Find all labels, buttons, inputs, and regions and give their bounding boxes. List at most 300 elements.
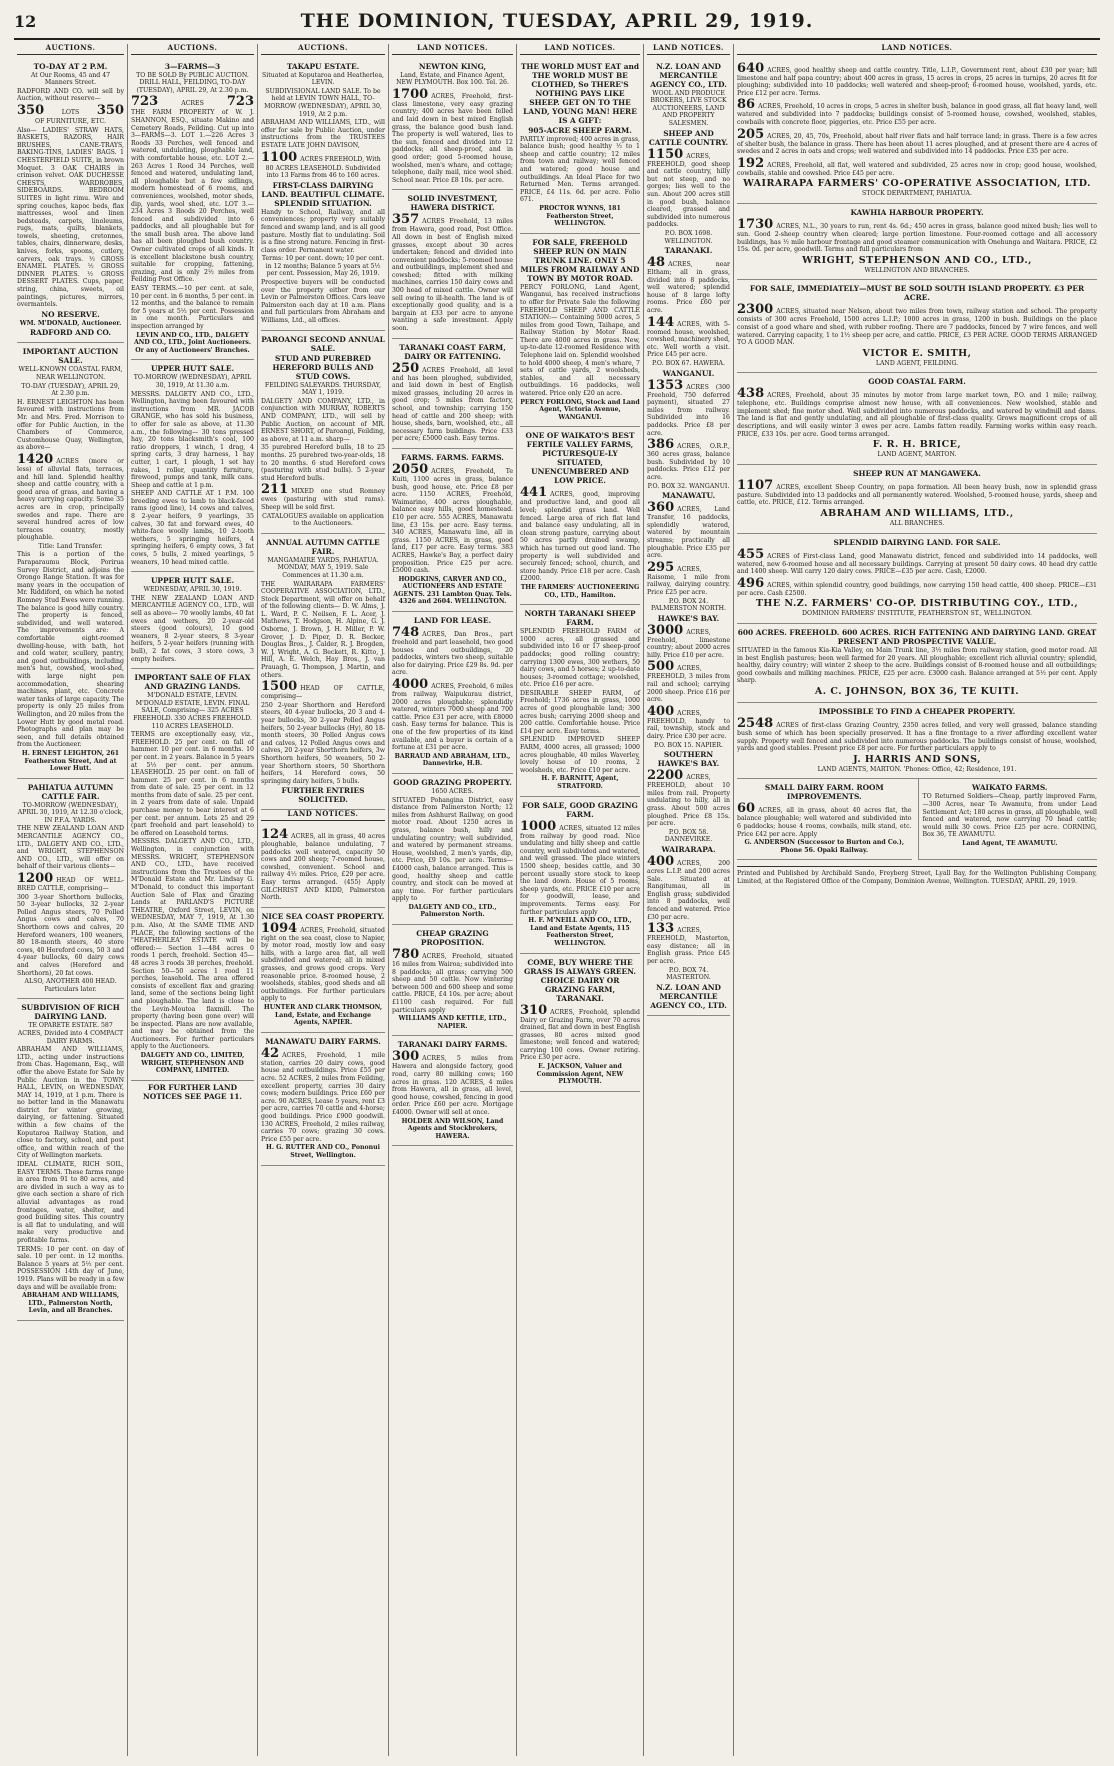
column-heading: AUCTIONS. bbox=[17, 44, 124, 55]
acres-number: 400 bbox=[647, 853, 675, 869]
head-count-number: 1500 bbox=[261, 679, 298, 695]
acres-row bbox=[647, 705, 730, 741]
main-trunk-sheep-run-ad bbox=[520, 234, 640, 428]
ad-signature: THE FARMERS' AUCTIONEERING CO., LTD., Hamilton. bbox=[520, 583, 640, 599]
acres-number: 748 bbox=[392, 625, 420, 641]
acres-number: 496 bbox=[737, 575, 765, 591]
ad-heading: WAIKATO FARMS. bbox=[972, 783, 1048, 793]
ad-time: TO-MORROW (WEDNESDAY), APRIL 30, 1919, At 12.30 o'clock, IN P.F.A. YARDS. bbox=[17, 801, 124, 824]
ad-signature: ABRAHAM AND WILLIAMS, LTD., Palmerston North, Levin, and all Branches. bbox=[21, 1292, 120, 1315]
ad-heading: 600 ACRES. FREEHOLD. 600 ACRES. RICH FATTENING AND DAIRYING LAND. GREAT PRESENT AND PROSPECTIVE VALUE. bbox=[737, 628, 1097, 646]
ad-time: WEDNESDAY, APRIL 30, 1919. bbox=[143, 586, 242, 594]
acres-number: 2200 bbox=[647, 768, 684, 784]
head-count-text: HEAD OF CATTLE, comprising— bbox=[261, 685, 385, 701]
three-farms-ad bbox=[131, 58, 254, 361]
acres-row bbox=[737, 479, 1097, 507]
column-1 bbox=[14, 44, 127, 1756]
acres-number: 1000 bbox=[520, 818, 557, 834]
ad-signature: H. G. RUTTER AND CO., Pononui Street, Wellington. bbox=[265, 1144, 381, 1159]
acres-row bbox=[392, 463, 513, 575]
ad-heading: MANAWATU DAIRY FARMS. bbox=[265, 1036, 381, 1046]
acres-row bbox=[647, 148, 730, 229]
south-island-property-ad bbox=[737, 280, 1097, 373]
ad-body: SITUATED in the famous Kia-Kia Valley, on Main Trunk line, 3½ miles from railway station, good motor road. All in best English pastures; been well farmed for 20 years. All ploughable; excellent rich alluvial country; splendid, healthy, dairy country; will winter 2 sheep to the acre. Buildings consist of 8-roomed house and all outbuildings; good cowbails and milking machines. PRICE, £25 per acre. £3000 cash. Balance arranged at 5½ per cent. Apply sharp. bbox=[737, 647, 1097, 685]
acres-number: 640 bbox=[737, 60, 765, 76]
acres-number: 1420 bbox=[17, 451, 54, 467]
manawatu-dairy-farms-ad bbox=[261, 1033, 385, 1166]
ad-signature: BARRAUD AND ABRAHAM, LTD., Dannevirke, H.B. bbox=[394, 752, 511, 768]
dairying-subdivision-ad bbox=[17, 999, 124, 1321]
ad-subsignature: WELLINGTON AND BRANCHES. bbox=[864, 266, 970, 274]
flax-grazing-sale-ad bbox=[131, 669, 254, 1081]
mangaweka-sheep-run-ad bbox=[737, 465, 1097, 534]
ad-time: TO-DAY (TUESDAY), APRIL 29, At 2.30 p.m. bbox=[21, 382, 120, 398]
ewes-row bbox=[261, 483, 385, 511]
ad-signature: H. F. M'NEILL AND CO., LTD., Land and Estate Agents, 115 Featherston Street, WELLINGTON. bbox=[528, 917, 632, 947]
small-dairy-farm-ad bbox=[737, 779, 912, 860]
acres-row bbox=[737, 577, 1097, 598]
acres-number: 438 bbox=[737, 386, 765, 402]
ad-body: SITUATED Pohangina District, easy distance from Palmerston North; 12 miles from Ashhurst Railway, on good motor road. About 1250 acres in grass, balance bush, hilly and undulating country; well subdivided, and watered by permanent streams. House, woolshed, 2 men's yards, dip, etc. Price, £9 10s. per acre. Terms—£4000 cash, balance arranged. This is good, healthy sheep and cattle country, and stock can be moved at any time. For further particulars apply to bbox=[392, 796, 513, 903]
ad-signature: H. F. BARNITT, Agent, STRATFORD. bbox=[541, 775, 619, 790]
ad-subsignature: DOMINION FARMERS' INSTITUTE, FEATHERSTON ST., WELLINGTON. bbox=[802, 610, 1032, 618]
ad-signature: Land Agent, TE AWAMUTU. bbox=[962, 839, 1058, 847]
acres-number: 60 bbox=[737, 801, 756, 817]
ad-time: TO-MORROW (WEDNESDAY), APRIL 30, 1919, At 11.30 a.m. bbox=[133, 374, 252, 389]
ad-signature: ABRAHAM AND WILLIAMS, LTD., bbox=[820, 508, 1014, 520]
po-box: P.O. BOX 32. WANGANUI. bbox=[647, 482, 730, 490]
acres-text: ACRES, Raisome, 1 mile from railway, dairying country. Price £25 per acre. bbox=[647, 565, 730, 596]
ad-heading: SMALL DAIRY FARM. ROOM IMPROVEMENTS. bbox=[764, 783, 884, 802]
ad-signature: HODGKINS, CARVER AND CO., AUCTIONEERS AND ESTATE AGENTS. 231 Lambton Quay. Tels. 4326 and 2604. WELLINGTON. bbox=[393, 575, 512, 606]
acres-row bbox=[737, 157, 1097, 178]
acres-row bbox=[392, 948, 513, 1014]
acres-text: ACRES, 200 acres L.I.P. and 200 acres Sale. Situated at Rangitumau, all in English grass; subdivided into 8 paddocks, well fenced and watered. Price £30 per acre. bbox=[647, 859, 730, 921]
kawhia-harbour-ad bbox=[737, 204, 1097, 280]
acres-text: ACRES, Freehold, situated right on the sea coast, close to Napier, by motor road, mostly low and easy hills, with a large area flat, all well subdivided and watered; all in mixed grasses, and grows good crops. Very reasonable price. 8-roomed house, 2 woolsheds, stables, good sheds and all outbuildings. For further particulars apply to bbox=[261, 926, 385, 1003]
section-southern-hawkes-bay: SOUTHERN HAWKE'S BAY. bbox=[657, 750, 720, 769]
ad-address: At Our Rooms, 45 and 47 Manners Street. bbox=[30, 71, 111, 87]
printer-imprint: Printed and Published by Archibald Sando, Freyberg Street, Lyall Bay, for the Wellington Publishing Company, Limited, at the Registered Office of the Company, Dominion Avenue, Wellington. TUESDAY, APRIL 29, 1919. bbox=[737, 866, 1097, 885]
ad-heading: SPLENDID DAIRYING LAND. FOR SALE. bbox=[833, 537, 1001, 547]
acres-row bbox=[392, 362, 513, 443]
acres-number: 300 bbox=[392, 1049, 420, 1065]
bottom-ads-row bbox=[737, 779, 1097, 860]
acres-number: 2548 bbox=[737, 715, 774, 731]
acres-row bbox=[392, 626, 513, 677]
ad-subsignature: LAND AGENT, FEILDING. bbox=[875, 359, 959, 367]
ad-list: 250 2-year Shorthorn and Hereford steers, 40 4-year bullocks, 20 3 and 4-year bullocks, 30 2-year Polled Angus heifers, 50 2-year bullocks (Hy), 80 18-month steers, 30 Polled Angus cows and calves, 12 Polled Angus cows and calves, 20 2-year Shorthorn heifers, 3w Shorthorn heifers, 50 weaners, 50 2-year Shorthorn steers, 50 Shorthorn heifers, 14 Hereford cows, 50 springing dairy heifers, 5 bulls. bbox=[261, 701, 385, 785]
acres-row bbox=[737, 802, 912, 838]
column-5 bbox=[516, 44, 643, 1756]
ad-signature: N.Z. LOAN AND MERCANTILE AGENCY CO., LTD. bbox=[650, 982, 727, 1010]
acres-number: 192 bbox=[737, 155, 765, 171]
ad-note: Prospective buyers will be conducted over the property either from our Levin or Palmerston Offices. Cars leave Palmerston each day at 10 a.m. Plans and full particulars from Abraham and Williams, Ltd., all offices. bbox=[261, 279, 385, 325]
ad-signature: G. ANDERSON (Successor to Burton and Co.), Phone 56. Opaki Railway. bbox=[744, 839, 905, 854]
ad-body: THE WAIRARAPA FARMERS' COOPERATIVE ASSOCIATION, LTD., Stock Department, will offer on behalf of the following clients— D. W. Alms, J. L. Ward, P. C. Neilsen, F. L. Acer, J. Mathews, T. Hodgson, H. Alpine, G. J. Osborne, J. Brown, J. H. Miller, P. W. Grover, J. D. Piper, D. R. Becker, Douglas Bros., J. Calder, R. J. Brogden, W. J. Wright, A. G. Beckett, R. Kitto, J. Hill, A. E. Welch, Hay Bros., J. van Prauagh, G. Thompson, J. Martin, and others. bbox=[261, 580, 385, 679]
acres-row bbox=[647, 256, 730, 315]
ad-heading: FOR SALE, IMMEDIATELY—MUST BE SOLD SOUTH ISLAND PROPERTY. £3 PER ACRE. bbox=[749, 284, 1085, 303]
ad-heading: SUBDIVISION OF RICH DAIRYING LAND. bbox=[21, 1003, 120, 1022]
grass-farm-ad bbox=[261, 824, 385, 908]
column-heading: LAND NOTICES. bbox=[647, 44, 730, 55]
po-box: P.O. BOX 58. DANNEVIRKE. bbox=[664, 828, 713, 844]
ad-body: MESSRS. DALGETY AND CO., LTD., Wellington, in conjunction with MESSRS. WRIGHT, STEPHENSON AND CO., LTD., have received instructions from the Trustees of the M'Donald Estate and Mr. Lindsay G. M'Donald, to conduct this important Auction Sale of Flax and Grazing Lands at PARLAND'S PICTURE THEATRE, Oxford Street, LEVIN, on WEDNESDAY, MAY 7, 1919, At 1.30 p.m. Also, At the SAME TIME AND PLACE, the following sections of the "HEATHERLEA" ESTATE will be offered:— Section 1—484 acres 0 roods 1 perch, freehold. Section 45—48 acres 3 roods 38 perches, freehold. Section 50—50 acres 1 rood 11 perches, leasehold. The area offered consists of excellent flax and grazing land, some of the sections being light and ploughable. The land is close to the Levin-Moutoa flaxmill. The property (having been gone over) will be inspected. Plans are now available, and may be obtained from the Auctioneers. For further particulars apply to the Auctioneers. bbox=[131, 838, 254, 1051]
taranaki-dairy-farms-ad bbox=[392, 1036, 513, 1146]
ad-heading: KAWHIA HARBOUR PROPERTY. bbox=[850, 207, 984, 217]
ad-heading: TARANAKI DAIRY FARMS. bbox=[397, 1040, 508, 1050]
ewes-text: MIXED one stud Romney ewes (pasturing with stud rams). Sheep will be sold first. bbox=[261, 488, 385, 511]
hawera-investment-ad bbox=[392, 190, 513, 338]
paroangi-sale-ad bbox=[261, 331, 385, 534]
po-box: P.O. BOX 24. PALMERSTON NORTH. bbox=[650, 597, 727, 613]
acres-text: ACRES, FREEHOLD, about 10 miles from rail. Property undulating to hilly, all in grass. About 500 acres ploughed. Price £8 15s. per acre. bbox=[647, 774, 730, 828]
ad-body: THE NEW ZEALAND LOAN AND MERCANTILE AGENCY CO., LTD., DALGETY AND CO., LTD., and WRIGHT, STEPHENSON AND CO., LTD., will offer on behalf of their various clients— bbox=[17, 825, 124, 871]
ad-body: PERCY FORLONG, Land Agent, Wanganui, has received instructions to offer for Private Sale the following FREEHOLD SHEEP AND CATTLE STATION:— Containing 5000 acres, 5 miles from good Town, Taihape, and Railway Station by Motor Road. There are 4000 acres in grass. New, up-to-date 12-roomed Residence with Telephone laid on. Splendid woolshed to hold 4000 sheep, 4 men's whare, 7 sets of cattle yards, 2 woolsheds, stables, and all necessary outbuildings. 16 paddocks, well watered. Price only £20 an acre. bbox=[520, 283, 640, 398]
section-manawatu: MANAWATU. bbox=[661, 491, 716, 501]
section-hawkes-bay: HAWKE'S BAY. bbox=[657, 613, 720, 623]
ad-terms: EASY TERMS.—10 per cent. at sale, 10 per cent. in 6 months, 5 per cent. in 12 months, and the balance to remain for 5 years at 5½ per cent. Possession in one month. Particulars and inspection arranged by bbox=[131, 285, 254, 330]
acres-number: 42 bbox=[261, 1045, 280, 1061]
ad-climate: FIRST-CLASS DAIRYING LAND. BEAUTIFUL CLIMATE. SPLENDID SITUATION. bbox=[261, 180, 385, 208]
ad-heading: NICE SEA COAST PROPERTY. bbox=[261, 911, 385, 921]
ad-items: Also— LADIES' STRAW HATS, BASKETS, RAZORS, HAIR BRUSHES, CANE-TRAYS, BAKING-TINS, LADIES' BAGS. 1 CHESTERFIELD SUITE, in brown Moquet. 3 OAK CHAIRS in crimson velvet. OAK DUCHESSE CHESTS, WARDROBES, SIDEBOARDS. BEDROOM SUITES in light rimu. Wire and spring couches, kapoc beds, flax mattresses, wool and linen bedsteads, carpets, linoleums, rugs, mats, quilts, blankets, towels, sheeting, cretonnes, tables, chairs, dinnerware, desks, knives, forks, spoons, cutlery, carvers, oak trays. ½ GROSS ENAMEL PLATES. ½ GROSS DINNER PLATES. ½ GROSS DESSERT PLATES. Cups, paper, string, china, sweets, oil paintings, pictures, mirrors, overmantels. bbox=[17, 126, 124, 309]
acres-row bbox=[737, 218, 1097, 254]
ad-signature: PERCY FORLONG, Stock and Land Agent, Victoria Avenue, WANGANUI. bbox=[520, 398, 640, 421]
ad-subhead: TO BE SOLD By PUBLIC AUCTION. DRILL HALL, FEILDING, TO-DAY (TUESDAY), APRIL 29, At 2.30 p.m. bbox=[136, 71, 249, 94]
column-7 bbox=[733, 44, 1100, 1756]
ad-heading: SOLID INVESTMENT, HAWERA DISTRICT. bbox=[407, 194, 498, 213]
mangamaire-cattle-fair-ad bbox=[261, 534, 385, 811]
acres-text: ACRES, within splendid country, good buildings, now carrying 150 head cattle, 400 sheep. PRICE—£31 per acre. Cash £2500. bbox=[737, 581, 1097, 597]
ad-heading: ONE OF WAIKATO'S BEST FERTILE VALLEY FARMS, PICTURESQUE-LY SITUATED, UNENCUMBERED AND LOW PRICE. bbox=[525, 431, 635, 486]
acres-row bbox=[520, 1004, 640, 1063]
upper-hutt-sale-2-ad bbox=[131, 572, 254, 669]
acres-text: ACRES, Freehold, limestone country; about 2000 acres hilly. Price £10 per acre. bbox=[647, 628, 730, 659]
pahiatua-cattle-fair-ad bbox=[17, 779, 124, 1000]
acres-text: ACRES, O.R.P., 360 acres grass, balance bush. Subdivided by 10 paddocks. Price £12 per acre. bbox=[647, 443, 730, 481]
acres-row-2 bbox=[392, 678, 513, 752]
acres-number: 386 bbox=[647, 437, 675, 453]
acres-row bbox=[647, 561, 730, 597]
lots-row bbox=[17, 104, 124, 117]
acres-text: ACRES, FREEHOLD, good sheep and cattle country, hilly but not steep, and no gorges; lies well to the sun. About 200 acres still in good bush, balance cleared, grassed and subdivided into numerous paddocks. bbox=[647, 152, 730, 229]
taranaki-coast-farm-ad bbox=[392, 339, 513, 449]
ad-subhead: Land, Estate, and Finance Agent, NEW PLYMOUTH. Box 100. Tel. 26. bbox=[396, 71, 509, 87]
ad-heading: GOOD GRAZING PROPERTY. bbox=[393, 777, 512, 787]
acres-number: 1150 bbox=[647, 146, 684, 162]
ad-signature: H. ERNEST LEIGHTON, 261 Featherston Street, And at Lower Hutt. bbox=[21, 749, 120, 773]
acres-number: 124 bbox=[261, 826, 289, 842]
cheaper-property-ad bbox=[737, 703, 1097, 779]
acres-number: 133 bbox=[647, 921, 675, 937]
acres-text: ACRES, situated 12 miles from railway by good road. Nice undulating and hilly sheep and cattle country, well subdivided and watered, and well grassed. The place winters 1500 sheep, besides cattle, and 30 percent usually store stock to keep the land down. House of 5 rooms, sheep yards, etc. PRICE £10 per acre for goodwill, lease, and improvements. Terms easy. For further particulars apply bbox=[520, 824, 640, 916]
acres-text: ACRES of First-class Land, good Manawatu district, fenced and subdivided into 14 paddocks, well watered, new 6-roomed house and all necessary buildings. Carrying at present 50 dairy cows. 40 head dry cattle and 1400 sheep. Will carry 120 dairy cows. PRICE—£35 per acre. Cash, £2000. bbox=[737, 552, 1097, 576]
newspaper-title: THE DOMINION, TUESDAY, APRIL 29, 1919. bbox=[300, 10, 814, 32]
further-notices-footer: FOR FURTHER LAND NOTICES SEE PAGE 11. bbox=[143, 1082, 242, 1101]
acres-text: ACRES, Dan Bros., part freehold and part leasehold, two good houses and outbuildings, 20 paddocks, winters two sheep, suitable also for dairying. Price £29 8s. 9d. per acre. bbox=[392, 631, 513, 677]
acres-number: 455 bbox=[737, 546, 765, 562]
ad-heading: CHEAP GRAZING PROPOSITION. bbox=[416, 929, 489, 948]
ad-terms: Terms: 10 per cent. down; 10 per cent. in 12 months; Balance 5 years at 5½ per cent. Possession, May 26, 1919. bbox=[261, 255, 385, 278]
north-taranaki-sheep-farm-ad bbox=[520, 605, 640, 796]
acres-row bbox=[737, 128, 1097, 156]
ad-catalogues: CATALOGUES available on application to the Auctioneers. bbox=[262, 512, 384, 528]
column-3 bbox=[257, 44, 388, 1756]
column-heading: LAND NOTICES. bbox=[520, 44, 640, 55]
ad-heading: LAND FOR LEASE. bbox=[413, 616, 492, 626]
splendid-dairying-land-ad bbox=[737, 534, 1097, 624]
acres-text: ACRES, all in grass, 40 acres ploughable, balance undulating, 7 paddocks well watered, capacity 50 cows and 200 sheep; 7-roomed house, cowshed, convenient. School and railway 4½ miles. Price, £29 per acre. Easy terms arranged. (455) Apply GILCHRIST AND KIDD, Palmerston North. bbox=[261, 832, 385, 902]
acres-number: 205 bbox=[737, 126, 765, 142]
acres-number: 441 bbox=[520, 485, 548, 501]
ad-signature: J. HARRIS AND SONS, bbox=[853, 753, 981, 765]
acres-row bbox=[261, 151, 385, 164]
ad-subhead: M'DONALD ESTATE, LEVIN. M'DONALD ESTATE, LEVIN. FINAL SALE, Comprising— 325 ACRES FREEHOLD. 330 ACRES FREEHOLD. 110 ACRES LEASEHOLD. bbox=[133, 692, 252, 730]
ad-heading: 3—FARMS—3 bbox=[164, 61, 221, 71]
ad-heading: IMPORTANT SALE OF FLAX AND GRAZING LANDS. bbox=[134, 673, 251, 692]
section-wanganui: WANGANUI. bbox=[662, 368, 715, 378]
ad-heading: UPPER HUTT SALE. bbox=[150, 364, 235, 374]
ad-place: FEILDING SALEYARDS. THURSDAY, MAY 1, 1919. bbox=[264, 381, 382, 397]
column-heading: AUCTIONS. bbox=[131, 44, 254, 55]
acres-row bbox=[737, 387, 1097, 438]
column-heading: LAND NOTICES. bbox=[737, 44, 1097, 55]
column-2 bbox=[127, 44, 257, 1756]
fattening-dairying-land-ad bbox=[737, 624, 1097, 703]
waikato-farms-ad bbox=[918, 779, 1098, 860]
acres-text: ACRES, 20, 45, 70s, Freehold, about half river flats and half terrace land; in grass. There is a few acres of shelter bush, the balance in grass. There has been about 11 acres ploughed, and at present there are 4 acres of swedes and 2 acres in oats and crops; well watered and subdivided into 14 paddocks. Price £35 per acre. bbox=[737, 132, 1097, 156]
acres-row bbox=[647, 501, 730, 560]
head-count-number: 1200 bbox=[17, 871, 54, 887]
ad-heading: FOR SALE, FREEHOLD SHEEP RUN ON MAIN TRUNK LINE. ONLY 5 MILES FROM RAILWAY AND TOWN BY MOTOR ROAD. bbox=[520, 237, 640, 283]
page-number: 12 bbox=[14, 12, 37, 31]
acres-number: 144 bbox=[647, 314, 675, 330]
ad-detail: Handy to School, Railway, and all conveniences; property very suitably fenced and swamp land, and is all good pasture. Mostly flat to undulating. Soil is a fine strong nature. Fencing in first-class order. Permanent water. bbox=[261, 208, 385, 254]
sea-coast-property-ad bbox=[261, 908, 385, 1033]
takapu-estate-ad bbox=[261, 58, 385, 331]
ad-list: 35 purebred Hereford bulls, 18 to 25 months. 25 purebred two-year-olds, 18 to 20 months. 6 stud Hereford cows (pasturing with stud bulls). 5 2-year stud Hereford bulls. bbox=[261, 444, 385, 482]
choice-dairy-farm-ad bbox=[520, 954, 640, 1092]
ad-heading: PAROANGI SECOND ANNUAL SALE. bbox=[261, 334, 385, 353]
ad-body: ABRAHAM AND WILLIAMS, LTD., will offer for sale by Public Auction, under instructions from the TRUSTEES ESTATE LATE JOHN DAVISON, bbox=[261, 119, 385, 149]
coastal-farm-auction-ad bbox=[17, 343, 124, 778]
acres-text: ACRES (300 Freehold, 750 deferred payment), situated 27 miles from railway. Subdivided into 16 paddocks. Price £8 per acre. bbox=[647, 383, 730, 437]
land-for-lease-ad bbox=[392, 612, 513, 774]
po-box: P.O. BOX 74. MASTERTON. bbox=[666, 966, 711, 982]
ad-signature: E. JACKSON, Valuer and Commission Agent, NEW PLYMOUTH. bbox=[536, 1063, 624, 1086]
good-grazing-farm-ad bbox=[520, 797, 640, 954]
acres-text: ACRES, Freehold, 10 acres in crops, 5 acres in shelter bush, balance in good grass, all flat heavy land, well watered and subdivided into 7 paddocks; buildings consist of 5-roomed house, cowshed, woolshed, stables, cowbails with concrete floor, piggeries, etc. Price £55 per acre. bbox=[737, 103, 1097, 126]
furniture-auction-ad bbox=[17, 58, 124, 344]
acres-number: 1094 bbox=[261, 920, 298, 936]
acres-row bbox=[647, 624, 730, 660]
column-4 bbox=[388, 44, 516, 1756]
acres-number: 250 bbox=[392, 360, 420, 376]
ad-signature: A. C. JOHNSON, BOX 36, TE KUITI. bbox=[814, 685, 1020, 697]
ad-heading: TAKAPU ESTATE. bbox=[286, 61, 360, 71]
farms-list-ad bbox=[392, 449, 513, 612]
acres-text: ACRES, Freehold, 6 miles from railway, Waipukurau district, 2000 acres ploughable; splendidly watered, winters 7000 sheep and 700 cattle. Price £31 per acre, with £8000 cash. Easy terms for balance. This is one of the few properties of its kind available, and a buyer is certain of a fortune at £31 per acre. bbox=[392, 683, 513, 752]
cheap-grazing-ad bbox=[392, 925, 513, 1036]
section-wairarapa: WAIRARAPA. bbox=[661, 844, 716, 854]
acres-text: ACRES, all in grass, about 40 acres flat, the balance ploughable; well watered and subdivided into 6 paddocks; house 4 rooms, cowbails, milk stand, etc. Price £42 per acre. Apply bbox=[737, 807, 912, 838]
ad-heading: SHEEP RUN AT MANGAWEKA. bbox=[853, 468, 981, 478]
acres-text: ACRES Freehold, 13 miles from Hawera, good road, Post Office. All down in best of English mixed grasses, except about 30 acres undertaken; fenced and divided into convenient paddocks; 5-roomed house and outbuildings, implement shed and cowshed; fitted with milking machines, carries 150 dairy cows and 300 head of mixed cattle. Owner will sell owing to ill-health. The land is of exceptionally good quality, and is a bargain at £33 per acre to anyone wanting a safe investment. Apply soon. bbox=[392, 218, 513, 333]
ad-list: 300 3-year Shorthorn bullocks, 50 3-year bullocks, 32 2-year Polled Angus steers, 70 Polled Angus cows and calves, 70 Shorthorn cows and calves, 20 Hereford weaners, 100 weaners, 80 18-month steers, 40 store cows, 40 Hereford cows, 50 3 and 4-year bullocks, 60 dairy cows and calves (Hereford and Shorthorn), 20 fat cows. bbox=[17, 893, 124, 977]
ad-signature: HOLDER AND WILSON, Land Agents and Stockbrokers, HAWERA. bbox=[401, 1117, 504, 1140]
newton-king-ad bbox=[392, 58, 513, 191]
ad-subhead: STUD AND PUREBRED HEREFORD BULLS AND STUD COWS. bbox=[272, 353, 374, 381]
ad-subhead: TE OPARETE ESTATE. 587 ACRES, Divided into 4 COMPACT DAIRY FARMS. bbox=[17, 1022, 124, 1045]
ad-signature: DALGETY AND CO., LIMITED, WRIGHT, STEPHENSON AND COMPANY, LIMITED. bbox=[140, 1052, 245, 1075]
acres-text: ACRES, situated near Nelson, about two miles from town, railway station and school. The property consists of 300 acres Freehold, 1500 acres L.I.P.; 1000 acres in grass, 1200 in bush. Buildings on the place consist of a good whare and shed, with rubber roofing. There are 7 paddocks, fenced by 7 wire fences, and well watered. Carrying capacity, 1 to 1½ sheep per acre, and cattle. PRICE, £3 PER ACRE. GOOD TERMS ARRANGED TO A GOOD MAN. bbox=[737, 308, 1097, 347]
ad-subhead: WOOL AND PRODUCE BROKERS, LIVE STOCK AUCTIONEERS, LAND AND PROPERTY SALESMEN. bbox=[650, 89, 727, 127]
ad-time: TO-DAY AT 2 P.M. bbox=[33, 61, 108, 71]
wairarapa-farmers-ad bbox=[737, 58, 1097, 204]
acres-number: 295 bbox=[647, 559, 675, 575]
ad-footer: FURTHER ENTRIES SOLICITED. bbox=[281, 786, 365, 805]
acres-row bbox=[647, 316, 730, 359]
acres-text: ACRES, good healthy sheep and cattle country. Title, L.I.P., Government rent, about £30 per year; hill limestone and half papa country; about 400 acres in grass, 15 acres in crops, 25 acres in turnips, 20 acres fit for ploughing; subdivided into 10 paddocks; well watered and sheep-proof; 6-roomed house, woolshed, yards, etc. Price £12 per acre. Terms. bbox=[737, 66, 1097, 97]
ad-signature: WM. M'DONALD, Auctioneer. bbox=[19, 319, 122, 327]
ad-subsignature: LAND AGENT, MARTON. bbox=[877, 451, 957, 459]
ad-subhead: OF FURNITURE, ETC. bbox=[35, 117, 106, 125]
ad-heading: FARMS. FARMS. FARMS. bbox=[401, 452, 504, 462]
ad-body: RADFORD AND CO. will sell by Auction, without reserve— bbox=[17, 87, 124, 103]
acres-row bbox=[647, 922, 730, 965]
acres-number: 357 bbox=[392, 212, 420, 228]
ad-terms: TERMS: 10 per cent. on day of sale. 10 per cent. in 12 months. Balance 5 years at 5½ per cent. POSSESSION 14th day of June, 1919. Plans will be ready in a few days and will be available from: bbox=[17, 1245, 124, 1291]
po-box: P.O. BOX 15. NAPIER. bbox=[654, 741, 723, 749]
acres-number: 2300 bbox=[737, 302, 774, 318]
acres-number: 310 bbox=[520, 1002, 548, 1018]
column-heading: AUCTIONS. bbox=[261, 44, 385, 55]
acres-word: ACRES bbox=[181, 100, 204, 108]
head-count-row bbox=[261, 680, 385, 701]
ad-livestock: SHEEP AND CATTLE AT 1 P.M. 100 breeding ewes to lamb to black-faced rams (good line), 14 cows and calves, 8 2-year heifers, 9 yearlings, 35 calves, 30 fat and forward ewes, 40 white-face woolly lambs, 10 2-tooth wethers, 5 springing heifers, 4 springing heifers, 6 empty cows, 3 fat cows, 5 bulls, 2 mixed yearlings, 5 weaners, 10 head mixed cattle. bbox=[131, 490, 254, 566]
acres-text: ACRES, FREEHOLD, 3 miles from rail and school; carrying 2000 sheep. Price £16 per acre. bbox=[647, 665, 730, 704]
acres-number: 1100 bbox=[261, 149, 298, 165]
sheep-farm-gift-ad bbox=[520, 58, 640, 234]
acres-text: ACRES Freehold, all level and has been ploughed, subdivided, and laid down in best of English mixed grasses, including 20 acres in good crop; 5 miles from factory, school, and township; carrying 150 head of cattle and 200 sheep; with house, sheds, barn, woolshed, etc., all necessary farm buildings. Price £33 per acre; £5000 cash. Easy terms. bbox=[392, 366, 513, 443]
ad-heading: ANNUAL AUTUMN CATTLE FAIR. bbox=[266, 537, 380, 556]
ad-subhead: 905-ACRE SHEEP FARM. bbox=[528, 125, 632, 135]
ad-body-3: SPLENDID IMPROVED SHEEP FARM, 4000 acres, all grassed; 1000 acres ploughable, 40 miles Waverley, lovely house of 10 rooms, 2 woolsheds, etc. Price £10 per acre. bbox=[520, 736, 640, 774]
column-heading: LAND NOTICES. bbox=[392, 44, 513, 55]
acres-text: ACRES, Freehold, about 35 minutes by motor from large market town, P.O. and 1 mile; railway, telephone, etc. Buildings comprise almost new house, with all conveniences. New woolshed, stable and implement shed; fine motor shed. Well subdivided into numerous paddocks, and watered by windmill and dams. The land is flat and gently undulating, and all ploughable of first-class quality. Grows magnificent crops of all descriptions, and will easily winter 3 ewes per acre. Lambs fatten readily. Farming works within easy reach. PRICE, £33 10s. per acre. Good terms arranged. bbox=[737, 392, 1097, 438]
acres-text: ACRES (more or less) of alluvial flats, terraces, and hill land. Splendid healthy sheep and cattle country, with a good area of grass, and having a heavy carrying capacity. Some 35 acres are in crop, principally swedes and rape. There are several hundred acres of low terraces country, mostly ploughable. bbox=[17, 457, 124, 542]
acres-number: 500 bbox=[647, 659, 675, 675]
acres-number: 3000 bbox=[647, 622, 684, 638]
lots-number-right: 350 bbox=[96, 102, 124, 118]
ewes-number: 211 bbox=[261, 482, 289, 498]
ad-body: DALGETY AND COMPANY, LTD., in conjunction with MURRAY, ROBERTS AND COMPANY, LTD., will sell by Public Auction, on account of MR. ERNEST SHORT, of Paroangi, Feilding, as above, at 11 a.m. sharp— bbox=[261, 397, 385, 443]
acres-number: 1700 bbox=[392, 86, 429, 102]
acres-text: ACRES, Freehold, splendid Dairy or Grazing Farm, over 70 acres drained, flat and down in best English grasses, 80 acres mixed good limestone; well fenced and watered; carrying 100 cows. Owner retiring. Price £30 per acre. bbox=[520, 1008, 640, 1062]
po-box: P.O. BOX 1698. WELLINGTON. bbox=[664, 229, 713, 245]
acres-row bbox=[261, 1047, 385, 1144]
section-taranaki: TARANAKI. bbox=[664, 246, 713, 256]
acres-number-left: 723 bbox=[131, 94, 159, 110]
ad-heading: GOOD COASTAL FARM. bbox=[868, 377, 966, 387]
ad-body: MESSRS. DALGETY AND CO., LTD., Wellington, having been favoured with instructions from MR. JACOB GRANGE, who has sold his business, to offer for sale as above, at 11.30 a.m., the following— 30 tons pressed hay, 20 tons blacksmith's coal, 100 ratio droppers, 1 winch, 1 drag, 4 spring carts, 3 dray harness, 1 hay cutter, 1 cart, 1 plough, 1 set hay rakes, 1 roller, quantity furniture, firewood, pumps and tank, milk cans. Sheep and cattle at 1 p.m. bbox=[131, 390, 254, 489]
section-heading: LAND NOTICES. bbox=[261, 810, 385, 821]
ad-signature: DALGETY AND CO., LTD., Palmerston North. bbox=[408, 903, 497, 919]
ad-subhead: 1650 ACRES. bbox=[431, 787, 474, 795]
lots-number-left: 350 bbox=[17, 102, 45, 118]
acres-number: 360 bbox=[647, 500, 675, 516]
ad-sale: SUBDIVISIONAL LAND SALE. To be held at LEVIN TOWN HALL, TO-MORROW (WEDNESDAY), APRIL 30, 1919, At 2 p.m. bbox=[264, 87, 382, 118]
ad-signature: WILLIAMS AND KETTLE, LTD., NAPIER. bbox=[398, 1015, 507, 1030]
waikato-valley-farm-ad bbox=[520, 427, 640, 605]
ad-heading: COME, BUY WHERE THE GRASS IS ALWAYS GREEN. CHOICE DAIRY OR GRAZING FARM, TARANAKI. bbox=[523, 957, 637, 1003]
ad-signature: WAIRARAPA FARMERS' CO-OPERATIVE ASSOCIATION, LTD. bbox=[743, 178, 1091, 190]
ad-heading: N.Z. LOAN AND MERCANTILE AGENCY CO., LTD. bbox=[650, 61, 727, 89]
acres-row bbox=[647, 379, 730, 438]
ad-body: THE NEW ZEALAND LOAN AND MERCANTILE AGENCY CO., LTD., will sell as above— 70 woolly lambs, 40 fat ewes and wethers, 20 2-year-old steers (good colours), 10 good weaners, 8 2-year steers, 8 3-year heifers, 5 2-year heifers (running with bull), 2 fat cows, 3 store cows, 3 empty heifers. bbox=[131, 594, 254, 663]
acres-number: 1107 bbox=[737, 477, 774, 493]
acres-row bbox=[737, 717, 1097, 753]
ad-heading: IMPOSSIBLE TO FIND A CHEAPER PROPERTY. bbox=[818, 706, 1016, 716]
acres-text: ACRES, FREEHOLD, handy to rail, township, stock and dairy. Price £30 per acre. bbox=[647, 709, 730, 741]
ad-body: THE FARM PROPERTY of W. J. SHANNON, ESQ., situate Makino and Cemetery Roads, Feilding. Cut up into 3—FARMS—3. LOT 1.—226 Acres 3 Roods 33 Perches, well fenced and watered, undulating, ploughable land, with comfortable house, etc. LOT 2.—263 Acres 1 Rood 34 Perches, well fenced and watered, undulating land, all ploughable but a few sidlings, modern homestead of 6 rooms, and conveniences, woolshed, motor sheds, dip, yards, wool shed, etc. LOT 3.—234 Acres 3 Roods 20 Perches, well fenced and subdivided into 6 paddocks, and all ploughable but for the small bush area. The above land has all been ploughed bush country. Owner cultivated crops of all kinds. It is excellent blackstone bush country, suitable for cropping, fattening, grazing, and is only 2½ miles from Feilding Post Office. bbox=[131, 109, 254, 284]
ad-head-count-row bbox=[17, 872, 124, 893]
acres-text: ACRES, Land Transfer, 16 paddocks, splendidly watered, watered by mountain streams; practically all ploughable. Price £35 per acre. bbox=[647, 506, 730, 560]
acres-text: ACRES, N.L., 30 years to run, rent 4s. 6d.; 450 acres in grass, balance good mixed bush; lies well to sun. Good 2-sheep country when cleared; large portion limestone. Four-roomed cottage and all accessory buildings, has ½ mile harbour frontage and good steamer communication with Onehunga and Waitara. PRICE, £2 15s. 0d. per acre, goodwill. Terms and full particulars from bbox=[737, 222, 1097, 254]
no-reserve: NO RESERVE. bbox=[41, 309, 100, 319]
ad-heading: NORTH TARANAKI SHEEP FARM. bbox=[524, 609, 636, 628]
acres-text: ACRES, good, improving and productive land, and good all level; splendid grass land. Well fenced. Large area of rich flat land and balance easy undulating, all in clean strong pasture, carrying about 50 acres partly drained swamp, which has turned out good land. The property is well subdivided and securely fenced; school, church, and store handy. Price £18 per acre. Cash £2000. bbox=[520, 491, 640, 583]
ad-heading: FOR SALE, GOOD GRAZING FARM. bbox=[522, 800, 638, 819]
ad-heading: TARANAKI COAST FARM, DAIRY OR FATTENING. bbox=[399, 342, 506, 361]
ad-heading: THE WORLD MUST EAT and THE WORLD MUST BE CLOTHED, So THERE'S NOTHING PAYS LIKE SHEEP. GET ON TO THE LAND, YOUNG MAN! HERE IS A GIFT: bbox=[520, 61, 640, 125]
acres-row bbox=[737, 98, 1097, 126]
ad-firm: RADFORD AND CO. bbox=[29, 328, 112, 338]
acres-row bbox=[647, 660, 730, 703]
acres-number: 48 bbox=[647, 255, 666, 271]
masthead bbox=[14, 8, 1100, 40]
acres-text: ACRES, Freehold, situated 16 miles from Wairoa; subdivided into 8 paddocks; all grass; carrying 500 sheep and 50 cattle. Now wintering between 500 and 600 sheep and some cattle. PRICE, £4 10s. per acre; about £1100 cash required. For full particulars apply bbox=[392, 953, 513, 1014]
ad-body: H. ERNEST LEIGHTON has been favoured with instructions from Mr. and Mrs. Fred. Morrison to offer for Public Auction, in the Chambers of Commerce, Customhouse Quay, Wellington, as above— bbox=[17, 398, 124, 452]
acres-text: ACRES, Freehold, first-class limestone, very easy grazing country; 400 acres have been felled and laid down in best mixed English grass, the balance good bush land. The property is well watered, lies to the sun, fenced and divided into 12 paddocks; all sheep-proof, and in good order; good 5-roomed house, woolshed, men's whare, and cottage; telephone, daily mail, nice wool shed. School near. Price £8 10s. per acre. bbox=[392, 92, 513, 184]
nz-loan-mercantile-ad bbox=[647, 58, 730, 1016]
ad-title-note: Title: Land Transfer. bbox=[38, 542, 103, 550]
ad-body: TO Returned Soldiers—Cheap, partly improved Farm,—300 Acres, near Te Awamutu, from under Lead Settlement Act; 180 acres in grass, all ploughable, well fenced and watered, now carrying 70 head cattle; would milk 30 cows. Price £25 per acre. CORNING, Box 36, TE AWAMUTU. bbox=[922, 793, 1097, 839]
ad-heading: NEWTON KING, bbox=[418, 61, 487, 71]
acres-text: ACRES, near Eltham; all in grass, divided into 8 paddocks, well watered; splendid house of 8 large lofty rooms. Price £60 per acre. bbox=[647, 261, 730, 315]
ad-body: PARTLY improved; 400 acres in grass, balance bush; good healthy ½ to 1 sheep and cattle country; 12 miles from town and railway; well fenced and watered; good house and outbuildings. An Ideal Place for two Returned Men. Terms arranged. PRICE, £4 11s. 6d. per acre. Folio 671. bbox=[520, 135, 640, 204]
ad-detail: This is a portion of the Paraparaumu Block, Porirua Survey District, and adjoins the Orongo Range Station. It was for many years in the occupation of Mr. Riddiford, on which he noted Romney Stud Ewes were running. The balance is good hilly country. The property is fenced, subdivided, and well watered. The improvements are: A comfortable eight-roomed dwelling-house, with bath, hot and cold water, scullery, pantry, and good outbuildings, including men's hut, cowshed, wool-shed, with large night pen accommodation, shearing machines, plant, etc. Concrete water tanks of large capacity. The property is only 25 miles from Wellington, and 20 miles from the Lower Hutt by good metal road. Photographs and plan may be seen, and full details obtained from the Auctioneer. bbox=[17, 551, 124, 749]
upper-hutt-sale-ad bbox=[131, 360, 254, 572]
ad-also: ALSO, ANOTHER 400 HEAD. Particulars later. bbox=[24, 978, 117, 993]
acres-text: ACRES, with 5-roomed house, woolshed, cowshed, machinery shed, etc. Well worth a visit. Price £45 per acre. bbox=[647, 320, 731, 359]
ad-subsignature: ALL BRANCHES. bbox=[889, 520, 945, 528]
acres-row bbox=[737, 548, 1097, 576]
acres-row bbox=[737, 303, 1097, 346]
good-grazing-property-ad bbox=[392, 774, 513, 925]
ad-subhead: MANGAMAIRE YARDS, PAHIATUA. MONDAY, MAY 5, 1919. Sale Commences at 11.30 a.m. bbox=[267, 556, 379, 579]
ad-heading: UPPER HUTT SALE. bbox=[150, 576, 235, 586]
acres-number: 1353 bbox=[647, 377, 684, 393]
ad-signature: THE N.Z. FARMERS' CO-OP. DISTRIBUTING COY., LTD., bbox=[755, 598, 1079, 610]
ad-body: SPLENDID FREEHOLD FARM of 1000 acres, all grassed and subdivided into 16 or 17 sheep-proof paddocks; good rolling country; carrying 1300 ewes, 300 wethers, 50 dairy cows, and 5 horses; 2 up-to-date houses; 3-roomed cottage; woolshed, etc. Price £16 per acre. bbox=[520, 628, 640, 689]
ad-lease: 80 ACRES LEASEHOLD. Subdivided into 13 Farms from 46 to 160 acres. bbox=[265, 164, 381, 180]
acres-text: ACRES, Freehold, all flat, well watered and subdivided, 25 acres now in crop; good house, woolshed, cowbails, stable and cowshed. Price £45 per acre. bbox=[737, 161, 1097, 177]
acres-row bbox=[131, 95, 254, 108]
acres-text: ACRES, 5 miles from Hawera and alongside factory, good road, carry 80 milking cows; 160 acres in grass. 120 ACRES, 4 miles from Hawera, all in grass, all level, good house, cowshed, fencing in good order. Price £60 per acre. Mortgage £4000. Owner will sell at once. bbox=[392, 1055, 513, 1116]
ad-heading: IMPORTANT AUCTION SALE. bbox=[22, 347, 119, 366]
